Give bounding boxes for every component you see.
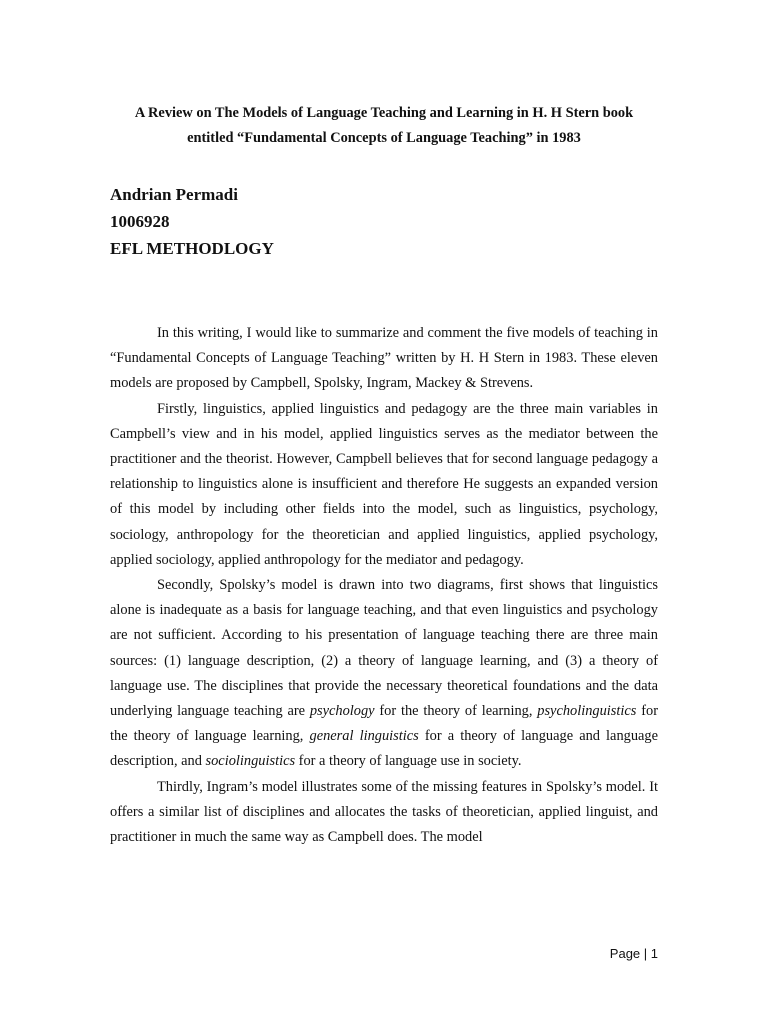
text-run: for a theory of language and language description, and: [110, 728, 659, 770]
document-title: [100, 101, 668, 151]
text-run: for a theory of language use in society.: [295, 753, 522, 770]
text-run: for the theory of learning,: [374, 703, 538, 720]
title-line-2: entitled “Fundamental Concepts of Language Teaching” in 1983: [187, 130, 581, 146]
paragraph-ingram: Thirdly, Ingram’s model illustrates some of the missing features in Spolsky’s model. It offers a similar list of disciplines and allocates the tasks of theoretician, applied linguist, and practitioner in much the same way as Campbell does. The model: [110, 778, 658, 846]
paragraph-intro: In this writing, I would like to summarize and comment the five models of teaching in “Fundamental Concepts of Language Teaching” written by H. H Stern in 1983. These eleven models are proposed by Campbell, Spolsky, Ingram, Mackey & Strevens.: [110, 325, 658, 392]
text-run: Secondly, Spolsky’s model is drawn into two diagrams, first shows that linguistics alone is inadequate as a basis for language teaching, and that even linguistics and psychology are not sufficient. According to his presentation of language teaching there are three main sources: (1) language description, (2) a theory of language learning, and (3) a theory of language use. The disciplines that provide the necessary theoretical foundations and the data underlying language teaching are: [110, 577, 658, 720]
student-id: 1006928: [110, 212, 170, 231]
italic-term: general linguistics: [309, 728, 419, 745]
italic-term: psychology: [309, 703, 375, 720]
author-block: [110, 181, 274, 262]
author-name: Andrian Permadi: [110, 185, 238, 204]
page-number: Page | 1: [609, 946, 658, 961]
document-body: [110, 321, 658, 850]
title-line-1: A Review on The Models of Language Teaching and Learning in H. H Stern book: [134, 105, 634, 121]
paragraph-spolsky: [110, 573, 658, 775]
text-run: for the theory of language learning,: [110, 703, 658, 745]
italic-term: sociolinguistics: [205, 753, 296, 770]
italic-term: psycholinguistics: [537, 703, 637, 720]
paragraph-campbell: Firstly, linguistics, applied linguistics and pedagogy are the three main variables in Campbell’s view and in his model, applied linguistics serves as the mediator between the practitioner and the theorist. However, Campbell believes that for second language pedagogy a relationship to linguistics alone is insufficient and therefore He suggests an expanded version of this model by including other fields into the model, such as linguistics, psychology, sociology, anthropology for the theoretician and applied linguistics, applied psychology, applied sociology, applied anthropology for the mediator and pedagogy.: [110, 400, 658, 568]
course-name: EFL METHODLOGY: [110, 239, 274, 258]
